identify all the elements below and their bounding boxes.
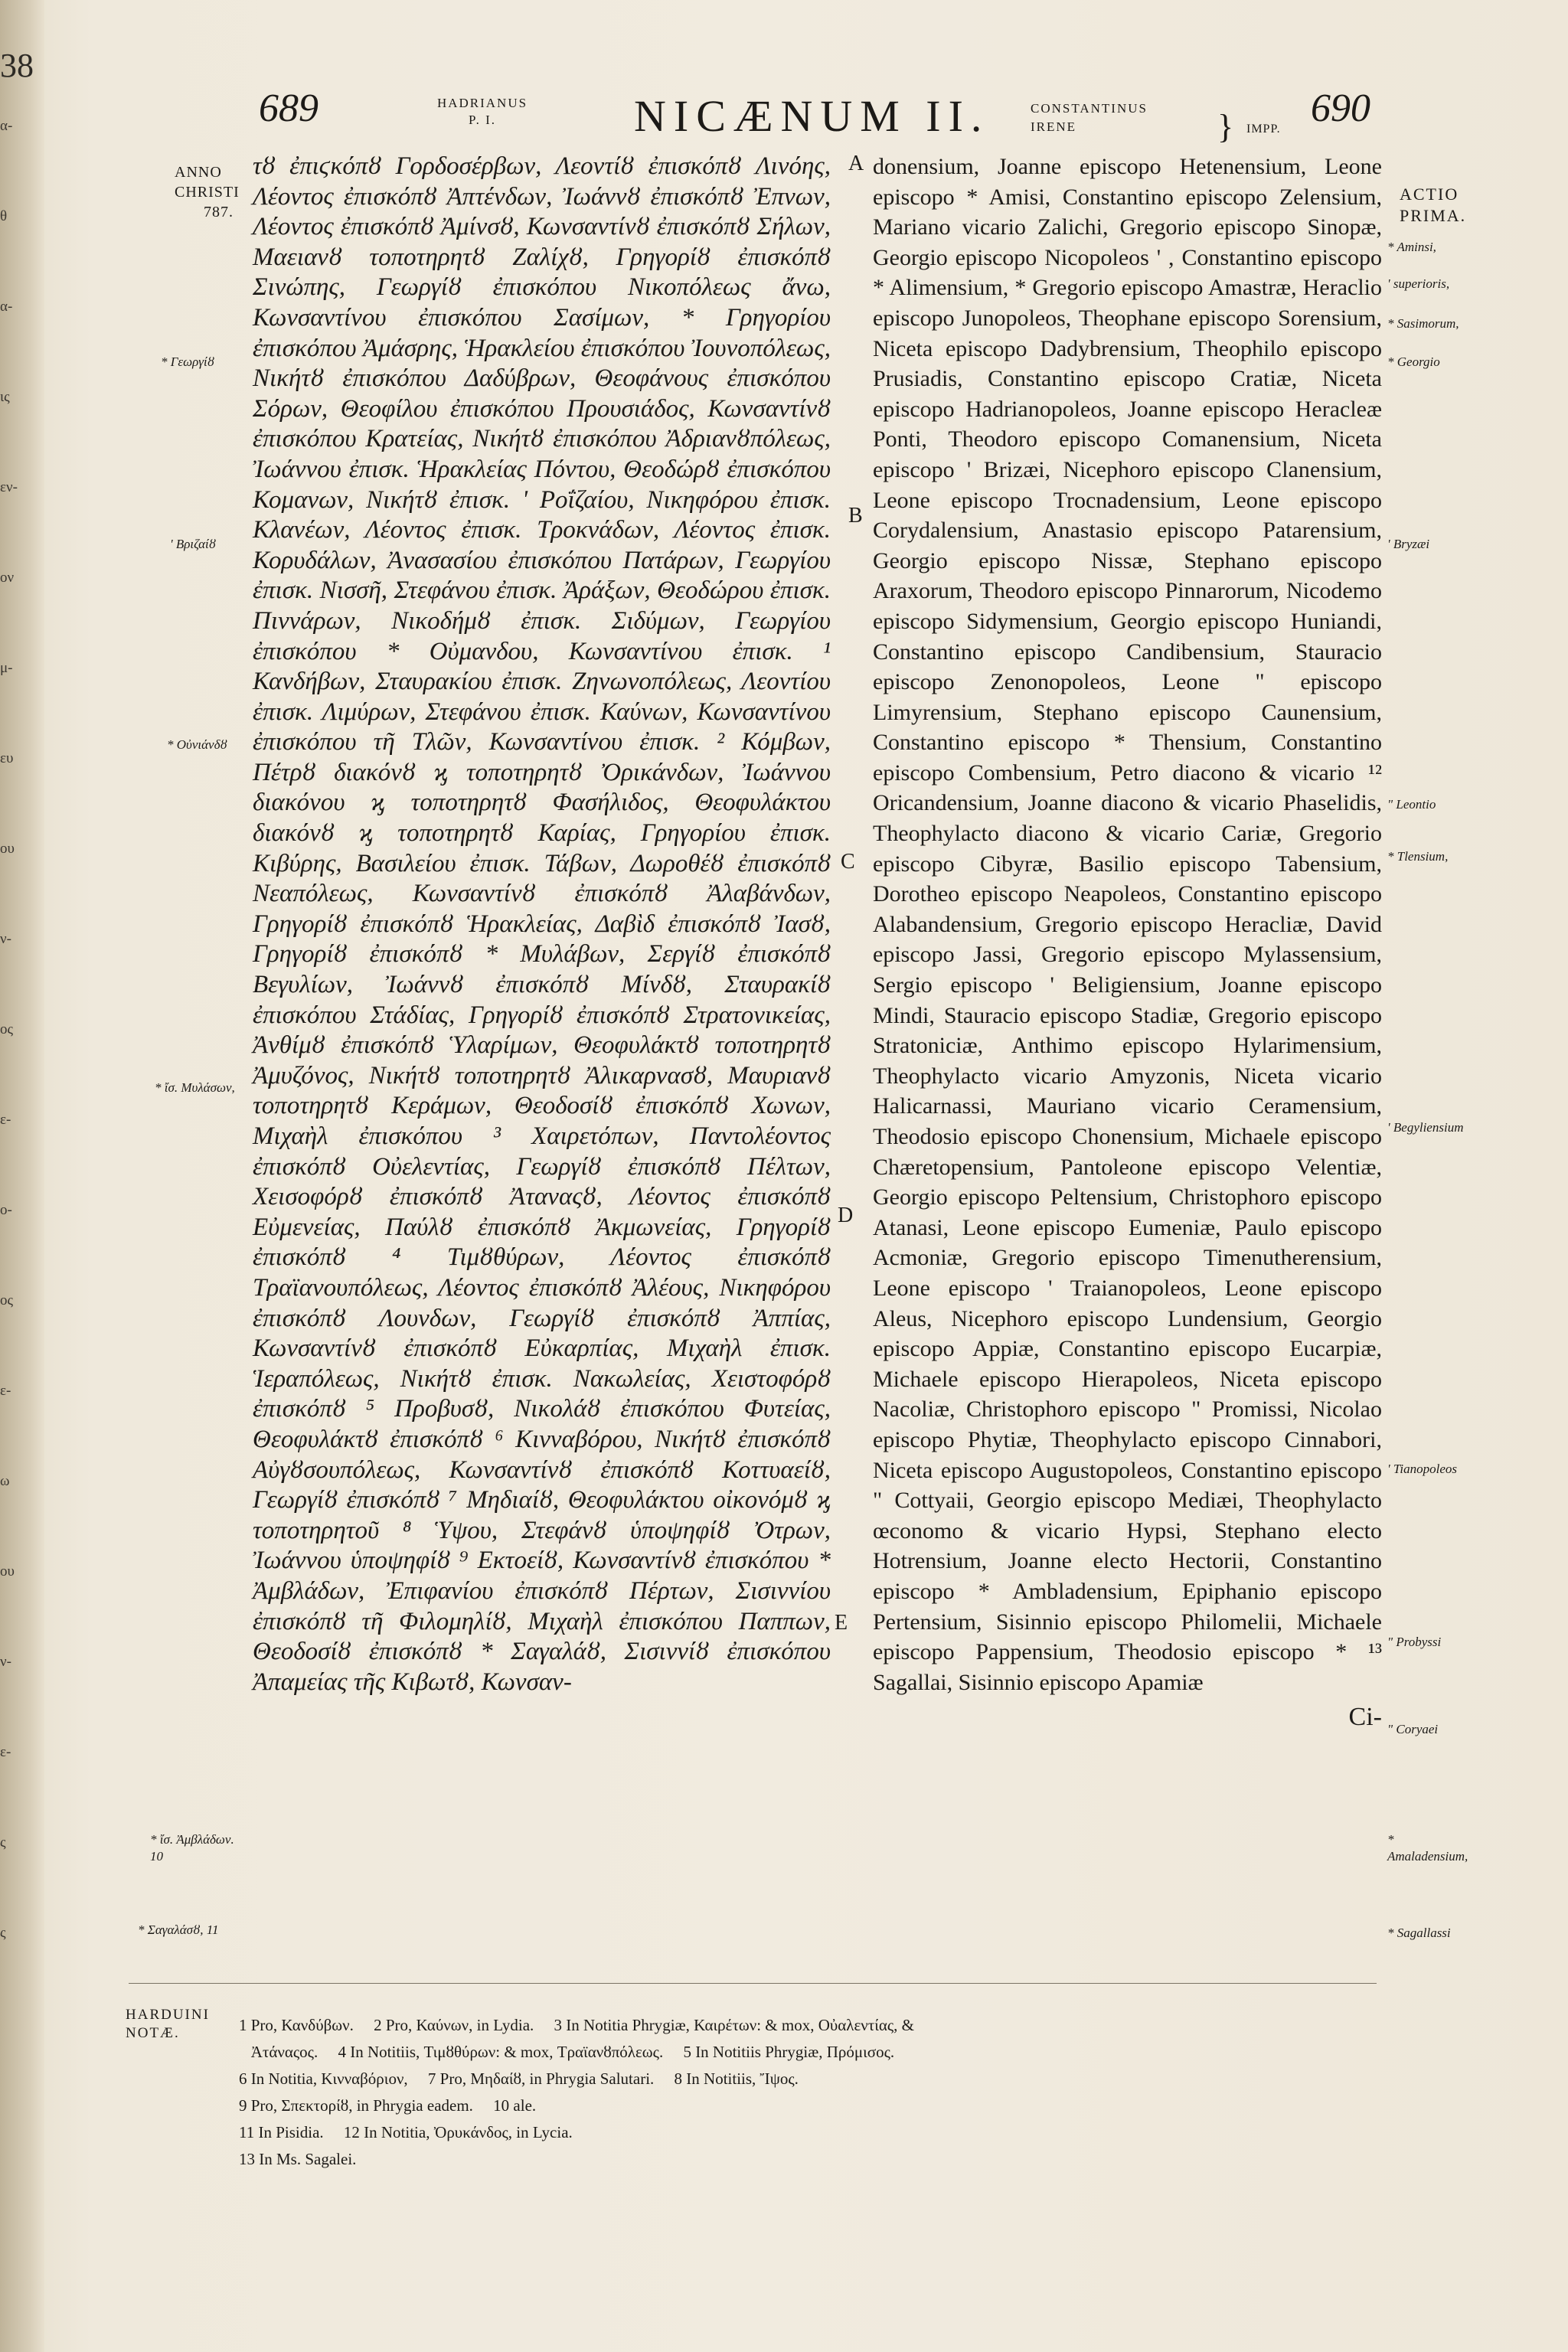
previous-page-fragment: ευ — [0, 750, 14, 766]
previous-page-fragment: μ- — [0, 660, 13, 676]
previous-page-fragment: ω — [0, 1473, 10, 1489]
right-margin-note: ʹ Tianopoleos — [1387, 1462, 1458, 1476]
actio-label — [1400, 184, 1466, 227]
left-page-number: 689 — [259, 87, 318, 130]
catchword: Ci- — [1348, 1703, 1382, 1732]
footnote-line: 9 Pro, Σπεκτορίȣ, in Phrygia eadem. 10 ale. — [239, 2096, 537, 2115]
previous-page-fragment: εν- — [0, 479, 18, 495]
running-head-emperor-1: CONSTANTINUS — [1031, 101, 1148, 116]
footnotes — [239, 2012, 1380, 2173]
previous-page-fragment: ε- — [0, 1744, 11, 1760]
previous-page-fragment: ς — [0, 1834, 6, 1851]
section-letter-d: D — [838, 1204, 854, 1227]
right-margin-note: ʹ superioris, — [1387, 276, 1450, 291]
previous-page-fragment: ου — [0, 1563, 15, 1579]
left-margin-note: * Οὐνιάνδȣ — [167, 737, 227, 752]
notes-label-line-1: HARDUINI — [126, 2007, 210, 2023]
running-head-pope-title: P. I. — [469, 113, 496, 127]
page-title: NICÆNUM II. — [634, 91, 990, 141]
previous-page-fragment: ος — [0, 1292, 14, 1308]
anno-line-1: ANNO — [175, 164, 222, 181]
left-margin-note: ʹ Βριζαίȣ — [170, 537, 216, 551]
previous-page-fragment: θ — [0, 208, 8, 224]
previous-page-fragment: α- — [0, 118, 13, 134]
section-letter-b: B — [848, 504, 863, 528]
right-margin-note: * Tlensium, — [1387, 849, 1449, 864]
footnote-line: 11 In Pisidia. 12 In Notitia, Ὀρυκάνδος, in Lycia. — [239, 2123, 573, 2141]
right-margin-note: * Sasimorum, — [1387, 316, 1459, 331]
running-head-emperor-2: IRENE — [1031, 119, 1077, 134]
previous-page-fragment: ο- — [0, 1202, 12, 1218]
right-margin-note: * Aminsi, — [1387, 240, 1436, 254]
right-margin-note: * Amaladensium, — [1387, 1832, 1468, 1864]
previous-page-fragment: ε- — [0, 1383, 11, 1399]
left-margin-note: * Γεωργίȣ — [161, 354, 214, 369]
right-margin-note: ʹ Begyliensium — [1387, 1120, 1464, 1135]
running-head-pope — [429, 95, 536, 129]
previous-page-fragments — [0, 115, 90, 2012]
previous-page-fragment: α- — [0, 299, 13, 315]
section-letter-e: E — [835, 1611, 848, 1635]
previous-page-fragment: ς — [0, 1925, 6, 1941]
greek-column — [253, 152, 831, 1697]
footnote-line: 6 In Notitia, Κινναβόριον, 7 Pro, Μηδαίȣ, in Phrygia Salutari. 8 In Notitiis, Ἴψος. — [239, 2069, 799, 2088]
actio-line-2: PRIMA. — [1400, 206, 1467, 225]
previous-page-fragment: ν- — [0, 1654, 11, 1670]
previous-page-fragment: ου — [0, 841, 15, 857]
footnote-line: 13 In Ms. Sagalei. — [239, 2150, 357, 2168]
running-head-emperors — [1031, 100, 1148, 136]
section-letter-a: A — [848, 152, 864, 175]
previous-page-edge — [0, 46, 90, 2151]
previous-page-fragment: ον — [0, 570, 15, 586]
right-margin-note: * Sagallassi — [1387, 1926, 1451, 1940]
right-margin-note: " Coryaei — [1387, 1722, 1439, 1736]
running-head-impp: IMPP. — [1246, 122, 1281, 136]
left-margin-note: * ἴσ. Μυλάσων, — [155, 1080, 235, 1095]
actio-line-1: ACTIO — [1400, 185, 1459, 204]
right-margin-note: " Probyssi — [1387, 1635, 1442, 1649]
latin-column — [873, 152, 1382, 1733]
previous-page-fragment: ε- — [0, 1112, 11, 1128]
right-margin-note: ʹ Bryzæi — [1387, 537, 1430, 551]
right-margin-note: * Georgio — [1387, 354, 1440, 369]
anno-christi-label — [175, 162, 259, 222]
previous-page-fragment: ις — [0, 389, 10, 405]
previous-page-number: 38 — [0, 47, 34, 84]
brace-icon: } — [1217, 108, 1234, 145]
left-margin-note: * ἴσ. Ἀμβλάδων. 10 — [150, 1832, 234, 1864]
footnote-divider — [129, 1983, 1377, 1984]
left-margin-note: * Σαγαλάσȣ, 11 — [138, 1922, 219, 1937]
right-page-number: 690 — [1311, 87, 1370, 130]
previous-page-fragment: ος — [0, 1021, 14, 1037]
latin-text: donensium, Joanne episcopo Hetenensium, Leone episcopo * Amisi, Constantino episcopo Zelensium, Mariano vicario Zalichi, Gregorio episcopo Sinopæ, Georgio episcopo Nicopoleos ' , Constantino episcopo * Alimensium, * Gregorio episcopo Amastræ, Heraclio episcopo Junopoleos, Theophane episcopo Sorensium, Niceta episcopo Dadybrensium, Theophilo episcopo Prusiadis, Constantino episcopo Cratiæ, Niceta episcopo Hadrianopoleos, Joanne episcopo Heracleæ Ponti, Theodoro episcopo Comanensium, Niceta episcopo ' Brizæi, Nicephoro episcopo Clanensium, Leone episcopo Trocnadensium, Leone episcopo Corydalensium, Anastasio episcopo Patarensium, Georgio episcopo Nissæ, Stephano episcopo Araxorum, Theodoro episcopo Pinnarorum, Nicodemo episcopo Sidymensium, Georgio episcopo Huniandi, Constantino episcopo Candibensium, Stauracio episcopo Zenonopoleos, Leone " episcopo Limyrensium, Stephano episcopo Caunensium, Constantino episcopo * Thensium, Constantino episcopo Combensium, Petro diacono & vicario ¹² Oricandensium, Joanne diacono & vicario Phaselidis, Theophylacto diacono & vicario Cariæ, Gregorio episcopo Cibyræ, Basilio episcopo Tabensium, Dorotheo episcopo Neapoleos, Constantino episcopo Alabandensium, Gregorio episcopo Heracliæ, David episcopo Jassi, Gregorio episcopo Mylassensium, Sergio episcopo ' Beligiensium, Joanne episcopo Mindi, Stauracio episcopo Stadiæ, Gregorio episcopo Stratoniciæ, Anthimo episcopo Hylarimensium, Theophylacto vicario Amyzonis, Niceta vicario Halicarnassi, Mauriano vicario Ceramensium, Theodosio episcopo Chonensium, Michaele episcopo Chæretopensium, Pantoleone episcopo Velentiæ, Georgio episcopo Peltensium, Christophoro episcopo Atanasi, Leone episcopo Eumeniæ, Paulo episcopo Acmoniæ, Gregorio episcopo Timenutherensium, Leone episcopo ' Traianopoleos, Leone episcopo Aleus, Nicephoro episcopo Lundensium, Georgio episcopo Appiæ, Constantino episcopo Eucarpiæ, Michaele episcopo Hierapoleos, Niceta episcopo Nacoliæ, Christophoro episcopo " Promissi, Nicolao episcopo Phytiæ, Theophylacto episcopo Cinnabori, Niceta episcopo Augustopoleos, Constantino episcopo " Cottyaii, Georgio episcopo Mediæi, Theophylacto œconomo & vicario Hypsi, Stephano electo Hotrensium, Joanne electo Hectorii, Constantino episcopo * Ambladensium, Epiphanio episcopo Pertensium, Sisinnio episcopo Philomelii, Michaele episcopo Pappensium, Theodosio episcopo * ¹³ Sagallai, Sisinnio episcopo Apamiæ — [873, 154, 1382, 1695]
footnote-line: Ἀτάναςος. 4 In Notitiis, Τιμȣθύρων: & mox, Τραϊανȣπόλεως. 5 In Notitiis Phrygiæ, Πρόμισος. — [239, 2043, 895, 2061]
running-head-pope-name: HADRIANUS — [436, 96, 528, 110]
previous-page-fragment: ν- — [0, 931, 11, 947]
notes-label — [126, 2006, 210, 2043]
anno-year: 787. — [204, 204, 234, 220]
notes-label-line-2: NOTÆ. — [126, 2025, 180, 2041]
right-margin-note: " Leontio — [1387, 797, 1436, 812]
anno-line-2: CHRISTI — [175, 184, 240, 201]
greek-text: τȣ ἐπιϛκόπȣ Γορδοσέρβων, Λεοντίȣ ἐπισκόπȣ Λινόης, Λέοντος ἐπισκόπȣ Ἀπτένδων, Ἰωάννȣ ἐπισκόπȣ Ἐπνων, Λέοντος ἐπισκόπȣ Ἀμίνσȣ, Κωνσαντίνȣ ἐπισκόπȣ Σήλων, Μαειανȣ τοποτηρητȣ Ζαλίχȣ, Γρηγορίȣ ἐπισκόπȣ Σινώπης, Γεωργίȣ ἐπισκόπου Νικοπόλεως ἄνω, Κωνσαντίνου ἐπισκόπου Σασίμων, * Γρηγορίου ἐπισκόπου Ἀμάσρης, Ἡρακλείου ἐπισκόπου Ἰουνοπόλεως, Νικήτȣ ἐπισκόπου Δαδύβρων, Θεοφάνους ἐπισκόπου Σόρων, Θεοφίλου ἐπισκόπου Προυσιάδος, Κωνσαντίνȣ ἐπισκόπου Κρατείας, Νικήτȣ ἐπισκόπου Ἀδριανȣπόλεως, Ἰωάννου ἐπισκ. Ἡρακλείας Πόντου, Θεοδώρȣ ἐπισκόπου Κομανων, Νικήτȣ ἐπισκ. ʹ Ροΐζαίου, Νικηφόρου ἐπισκ. Κλανέων, Λέοντος ἐπισκ. Τροκνάδων, Λέοντος ἐπισκ. Κορυδάλων, Ἀνασασίου ἐπισκόπου Πατάρων, Γεωργίου ἐπισκ. Νισσῆ, Στεφάνου ἐπισκ. Ἀράξων, Θεοδώρου ἐπισκ. Πιννάρων, Νικοδήμȣ ἐπισκ. Σιδύμων, Γεωργίου ἐπισκόπου * Οὐμανδου, Κωνσαντίνου ἐπισκ. ¹ Κανδήβων, Σταυρακίου ἐπισκ. Ζηνωνοπόλεως, Λεοντίου ἐπισκ. Λιμύρων, Στεφάνου ἐπισκ. Καύνων, Κωνσαντίνου ἐπισκόπου τῆ Τλῶν, Κωνσαντίνου ἐπισκ. ² Κόμβων, Πέτρȣ διακόνȣ ϗ τοποτηρητȣ Ὀρικάνδων, Ἰωάννου διακόνου ϗ τοποτηρητȣ Φασήλιδος, Θεοφυλάκτου διακόνȣ ϗ τοποτηρητȣ Καρίας, Γρηγορίου ἐπισκ. Κιβύρης, Βασιλείου ἐπισκ. Τάβων, Δωροθέȣ ἐπισκόπȣ Νεαπόλεως, Κωνσαντίνȣ ἐπισκόπȣ Ἀλαβάνδων, Γρηγορίȣ ἐπισκόπȣ Ἡρακλείας, Δαβὶδ ἐπισκόπȣ Ἰασȣ, Γρηγορίȣ ἐπισκόπȣ * Μυλάβων, Σεργίȣ ἐπισκόπȣ Βεγυλίων, Ἰωάννȣ ἐπισκόπȣ Μίνδȣ, Σταυρακίȣ ἐπισκόπου Στάδίας, Γρηγορίȣ ἐπισκόπȣ Στρατονικείας, Ἀνθίμȣ ἐπισκόπȣ Ὑλαρίμων, Θεοφυλάκτȣ τοποτηρητȣ Ἀμυζόνος, Νικήτȣ τοποτηρητȣ Ἀλικαρνασȣ, Μαυριανȣ τοποτηρητȣ Κεράμων, Θεοδοσίȣ ἐπισκόπȣ Χωνων, Μιχαὴλ ἐπισκόπου ³ Χαιρετόπων, Παντολέοντος ἐπισκόπȣ Οὐελεντίας, Γεωργίȣ ἐπισκόπȣ Πέλτων, Χεισοφόρȣ ἐπισκόπȣ Ἀταναςȣ, Λέοντος ἐπισκόπȣ Εὐμενείας, Παύλȣ ἐπισκόπȣ Ἀκμωνείας, Γρηγορίȣ ἐπισκόπȣ ⁴ Τιμȣθύρων, Λέοντος ἐπισκόπȣ Τραϊανουπόλεως, Λέοντος ἐπισκόπȣ Ἀλέους, Νικηφόρου ἐπισκόπȣ Λουνδων, Γεωργίȣ ἐπισκόπȣ Ἀππίας, Κωνσαντίνȣ ἐπισκόπȣ Εὐκαρπίας, Μιχαὴλ ἐπισκ. Ἱεραπόλεως, Νικήτȣ ἐπισκ. Νακωλείας, Χειστοφόρȣ ἐπισκόπȣ ⁵ Προβυσȣ, Νικολάȣ ἐπισκόπου Φυτείας, Θεοφυλάκτȣ ἐπισκόπȣ ⁶ Κινναβόρου, Νικήτȣ ἐπισκόπȣ Αὐγȣσουπόλεως, Κωνσαντίνȣ ἐπισκόπȣ Κοττυαείȣ, Γεωργίȣ ἐπισκόπȣ ⁷ Μηδιαίȣ, Θεοφυλάκτου οἰκονόμȣ ϗ τοποτηρητοῦ ⁸ Ὑψου, Στεφάνȣ ὑποψηφίȣ Ὀτρων, Ἰωάννου ὑποψηφίȣ ⁹ Εκτοείȣ, Κωνσαντίνȣ ἐπισκόπου * Ἀμβλάδων, Ἐπιφανίου ἐπισκόπȣ Πέρτων, Σισιννίου ἐπισκόπȣ τῆ Φιλομηλίȣ, Μιχαὴλ ἐπισκόπου Παππων, Θεοδοσίȣ ἐπισκόπȣ * Σαγαλάȣ, Σισιννίȣ ἐπισκόπου Ἀπαμείας τῆς Κιβωτȣ, Κωνσαν- — [253, 152, 831, 1696]
section-letter-c: C — [841, 850, 855, 874]
footnote-line: 1 Pro, Κανδύβων. 2 Pro, Καύνων, in Lydia. 3 In Notitia Phrygiæ, Καιρέτων: & mox, Οὐαλεντίας, & — [239, 2016, 915, 2034]
